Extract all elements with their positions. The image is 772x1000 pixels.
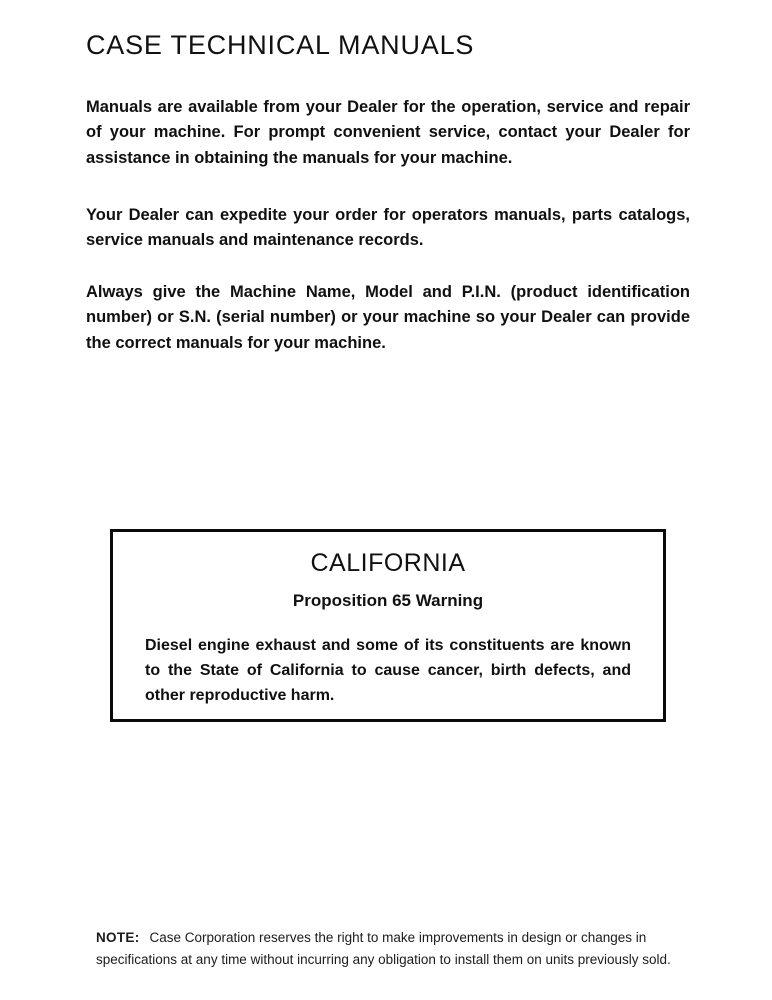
warning-heading: CALIFORNIA: [310, 549, 466, 577]
paragraph-manuals-availability: Manuals are available from your Dealer for the operation, service and repair of your machine. For prompt convenient service, contact your Dealer for assistance in obtaining the manuals for your machine.: [86, 97, 690, 167]
california-proposition-65-warning-box: [110, 529, 666, 722]
warning-subheading: Proposition 65 Warning: [292, 591, 484, 610]
paragraph-dealer-order: Your Dealer can expedite your order for operators manuals, parts catalogs, service manuals and maintenance records.: [86, 205, 690, 249]
footer-note: [96, 927, 676, 971]
footer-note-label: NOTE:: [96, 929, 140, 945]
footer-note-text: Case Corporation reserves the right to make improvements in design or changes in specifications at any time without incurring any obligation to install them on units previously sold.: [96, 929, 671, 967]
page-title: CASE TECHNICAL MANUALS: [86, 30, 475, 61]
paragraph-machine-identification: Always give the Machine Name, Model and P.I.N. (product identification number) or S.N. (serial number) or your machine so your Dealer can provide the correct manuals for your machine.: [86, 282, 690, 352]
warning-body-text: Diesel engine exhaust and some of its constituents are known to the State of California to cause cancer, birth defects, and other reproductive harm.: [145, 637, 631, 704]
